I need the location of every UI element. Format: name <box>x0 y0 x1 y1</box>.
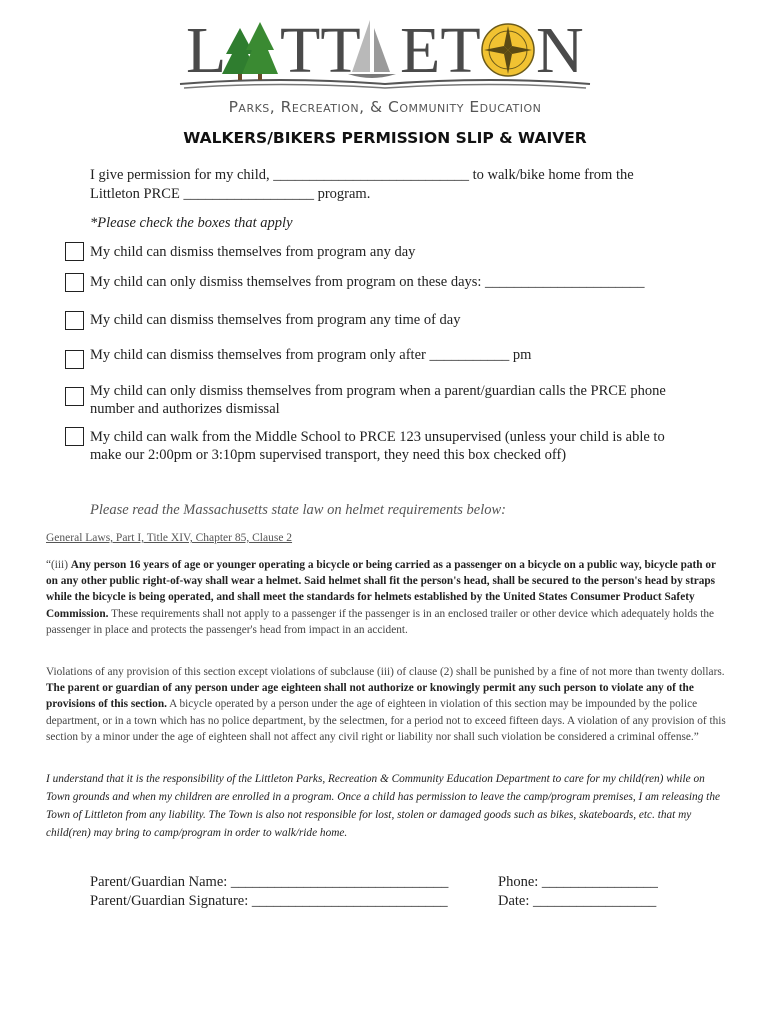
option-parent-call: My child can only dismiss themselves from program when a parent/guardian calls the PRCE phone number and authorizes dismissal <box>90 383 666 417</box>
law-p1-rest: These requirements shall not apply to a passenger if the passenger is in an enclosed trailer or other device which adequately holds the passenger in place and protects the passenger's head from impact in an accident. <box>46 607 715 636</box>
option-specific-days: My child can only dismiss themselves from program on these days: ______________________ <box>90 274 645 290</box>
littleton-logo <box>178 14 592 114</box>
logo-subtitle: Parks, Recreation, & Community Education <box>228 98 542 116</box>
option-any-time: My child can dismiss themselves from program any time of day <box>90 312 461 328</box>
checkbox-any-time[interactable] <box>65 311 84 330</box>
law-p2-rest: A bicycle operated by a person under the age of eighteen in violation of this section may be impounded by the police department, or in a town which has no police department, by the selectmen, for a period not to exceed fifteen days. A violation of any provision of this section by a minor under the age of eighteen shall not affect any civil right or liability nor shall such violation be considered a criminal offense.” <box>46 698 726 743</box>
liability-acknowledgement: I understand that it is the responsibility of the Littleton Parks, Recreation & Community Education Department to care for my child(ren) while on Town grounds and when my children are enrolled in a program. Once a child has permission to leave the camp/program premises, I am releasing the Town of Littleton from any liability. The Town is also not responsible for lost, stolen or damaged goods such as bikes, skateboards, etc. that my child(ren) may bring to camp/program in order to walk/ride home. <box>46 773 720 839</box>
law-paragraph-1 <box>46 557 726 638</box>
option-middle-school-walk: My child can walk from the Middle School to PRCE 123 unsupervised (unless your child is able to make our 2:00pm or 3:10pm supervised transport, they need this box checked off) <box>90 429 665 463</box>
svg-text:L: L <box>186 14 227 87</box>
option-after-time: My child can dismiss themselves from program only after ___________ pm <box>90 347 532 363</box>
svg-text:N: N <box>536 14 584 87</box>
checkbox-instructions: *Please check the boxes that apply <box>90 215 293 231</box>
date-field[interactable]: Date: _________________ <box>498 893 657 909</box>
helmet-law-prompt: Please read the Massachusetts state law on helmet requirements below: <box>90 502 506 518</box>
phone-field[interactable]: Phone: ________________ <box>498 874 658 890</box>
checkbox-specific-days[interactable] <box>65 273 84 292</box>
pine-trees-icon <box>222 22 278 80</box>
checkbox-parent-call[interactable] <box>65 387 84 406</box>
law-p1-open: “(iii) <box>46 559 71 571</box>
permission-line-2: Littleton PRCE __________________ program. <box>90 186 371 202</box>
law-p1-bold: Any person 16 years of age or younger operating a bicycle or being carried as a passenger on a bicycle on a public way, bicycle path or on any other public right-of-way shall wear a helmet. Said helmet shall fit the person's head, shall be secured to the person's head by straps while the bicycle is being operated, and shall meet the standards for helmets established by the United States Consumer Product Safety Commission. <box>46 559 716 620</box>
page-title: WALKERS/BIKERS PERMISSION SLIP & WAIVER <box>183 129 587 147</box>
compass-icon <box>482 24 534 76</box>
svg-text:ET: ET <box>400 14 481 87</box>
option-any-day: My child can dismiss themselves from program any day <box>90 244 416 260</box>
law-p2-start: Violations of any provision of this section except violations of subclause (iii) of clause (2) shall be punished by a fine of not more than twenty dollars. <box>46 666 725 678</box>
law-citation: General Laws, Part I, Title XIV, Chapter 85, Clause 2 <box>46 532 293 544</box>
guardian-signature-field[interactable]: Parent/Guardian Signature: ___________________________ <box>90 893 448 909</box>
law-p2-bold: The parent or guardian of any person under age eighteen shall not authorize or knowingly permit any such person to violate any of the provisions of this section. <box>46 682 694 711</box>
svg-text:TT: TT <box>280 14 361 87</box>
checkbox-after-time[interactable] <box>65 350 84 369</box>
littleton-logo-wordmark <box>178 14 592 90</box>
law-paragraph-2 <box>46 664 726 745</box>
checkbox-any-day[interactable] <box>65 242 84 261</box>
guardian-name-field[interactable]: Parent/Guardian Name: ______________________________ <box>90 874 449 890</box>
checkbox-middle-school-walk[interactable] <box>65 427 84 446</box>
permission-line-1: I give permission for my child, ___________________________ to walk/bike home from the <box>90 167 634 183</box>
permission-statement <box>90 166 690 204</box>
